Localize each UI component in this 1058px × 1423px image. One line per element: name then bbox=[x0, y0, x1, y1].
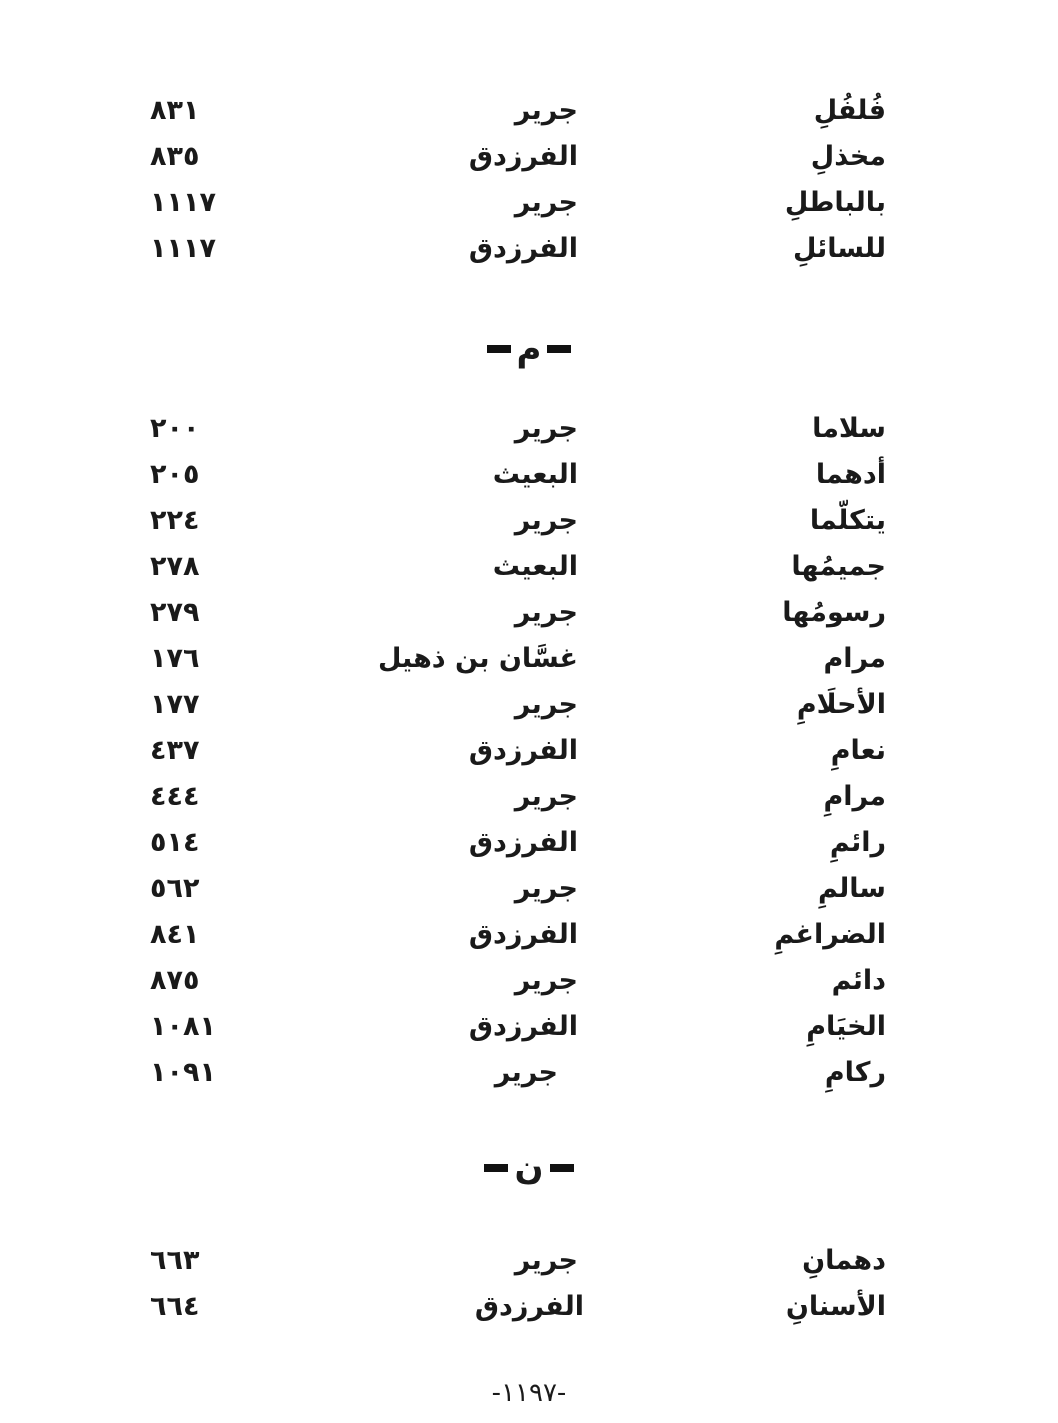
page-reference: ٢٧٨ bbox=[150, 551, 200, 582]
index-row bbox=[0, 88, 1058, 134]
rhyme-word: مرام bbox=[823, 643, 886, 674]
rhyme-word: مرامِ bbox=[823, 781, 886, 812]
index-row bbox=[0, 406, 1058, 452]
poet-name: الفرزدق bbox=[468, 1011, 578, 1042]
page-reference: ٢٧٩ bbox=[150, 597, 200, 628]
index-row bbox=[0, 452, 1058, 498]
page-reference: ١٠٩١ bbox=[150, 1057, 216, 1088]
index-row bbox=[0, 958, 1058, 1004]
poet-name: جرير bbox=[514, 187, 578, 218]
index-row bbox=[0, 1284, 1058, 1330]
poet-name: الفرزدق bbox=[468, 827, 578, 858]
poet-name: جرير bbox=[514, 95, 578, 126]
index-row bbox=[0, 498, 1058, 544]
poet-name: الفرزدق bbox=[468, 919, 578, 950]
heading-letter: ن bbox=[514, 1148, 544, 1188]
poet-name: جرير bbox=[514, 505, 578, 536]
poet-name: الفرزدق bbox=[468, 735, 578, 766]
poet-name: غسَّان بن ذهيل bbox=[377, 643, 578, 674]
page-reference: ٨٣٥ bbox=[150, 141, 200, 172]
rhyme-word: دهمانِ bbox=[802, 1245, 886, 1276]
page-reference: ٥٦٢ bbox=[150, 873, 200, 904]
index-row bbox=[0, 1004, 1058, 1050]
index-row bbox=[0, 134, 1058, 180]
rhyme-word: جميمُها bbox=[791, 551, 886, 582]
poet-name: جرير bbox=[514, 781, 578, 812]
index-row bbox=[0, 866, 1058, 912]
page-reference: ٢٢٤ bbox=[150, 505, 200, 536]
poet-name: جرير bbox=[514, 689, 578, 720]
index-row bbox=[0, 682, 1058, 728]
rhyme-word: الأسنانِ bbox=[785, 1291, 886, 1322]
section-nun bbox=[0, 1238, 1058, 1330]
rhyme-word: رسومُها bbox=[782, 597, 886, 628]
rhyme-word: للسائلِ bbox=[792, 233, 886, 264]
rhyme-word: دائم bbox=[831, 965, 886, 996]
index-row bbox=[0, 912, 1058, 958]
heading-dash bbox=[550, 1164, 574, 1172]
rhyme-word: يتكلّما bbox=[809, 505, 886, 536]
page-reference: ١٠٨١ bbox=[150, 1011, 216, 1042]
heading-dash bbox=[547, 345, 571, 353]
rhyme-word: ركامِ bbox=[824, 1057, 886, 1088]
page-reference: ١٧٦ bbox=[150, 643, 200, 674]
section-mim bbox=[0, 406, 1058, 1096]
letter-heading-nun bbox=[0, 1143, 1058, 1193]
index-row bbox=[0, 226, 1058, 272]
page-reference: ٦٦٣ bbox=[150, 1245, 200, 1276]
rhyme-word: رائمِ bbox=[829, 827, 886, 858]
rhyme-word: أدهما bbox=[815, 459, 886, 490]
index-row bbox=[0, 820, 1058, 866]
heading-dash bbox=[484, 1164, 508, 1172]
rhyme-word: نعامِ bbox=[830, 735, 886, 766]
heading-letter: م bbox=[516, 329, 542, 369]
page-reference: ٢٠٠ bbox=[150, 413, 200, 444]
page-reference: ٤٣٧ bbox=[150, 735, 200, 766]
rhyme-word: سلاما bbox=[812, 413, 886, 444]
poet-name: جرير bbox=[494, 1057, 558, 1088]
heading-dash bbox=[487, 345, 511, 353]
poet-name: جرير bbox=[514, 873, 578, 904]
poet-name: جرير bbox=[514, 597, 578, 628]
page-reference: ٨٣١ bbox=[150, 95, 200, 126]
poet-name: البعيث bbox=[492, 459, 578, 490]
page-reference: ١١١٧ bbox=[150, 233, 216, 264]
page-reference: ٤٤٤ bbox=[150, 781, 200, 812]
poet-name: الفرزدق bbox=[474, 1291, 584, 1322]
rhyme-word: الضراغمِ bbox=[774, 919, 886, 950]
poet-name: جرير bbox=[514, 965, 578, 996]
index-row bbox=[0, 1050, 1058, 1096]
rhyme-word: مخذلِ bbox=[810, 141, 886, 172]
index-row bbox=[0, 728, 1058, 774]
page-number: -١١٩٧- bbox=[491, 1378, 567, 1408]
index-row bbox=[0, 1238, 1058, 1284]
rhyme-word: بالباطلِ bbox=[784, 187, 886, 218]
poet-name: الفرزدق bbox=[468, 233, 578, 264]
index-row bbox=[0, 636, 1058, 682]
poet-name: الفرزدق bbox=[468, 141, 578, 172]
index-row bbox=[0, 774, 1058, 820]
poet-name: جرير bbox=[514, 413, 578, 444]
section-lam bbox=[0, 88, 1058, 272]
page-reference: ٨٧٥ bbox=[150, 965, 200, 996]
page-reference: ١٧٧ bbox=[150, 689, 200, 720]
page-reference: ٢٠٥ bbox=[150, 459, 200, 490]
rhyme-word: سالمِ bbox=[817, 873, 886, 904]
page-reference: ٦٦٤ bbox=[150, 1291, 200, 1322]
poet-name: البعيث bbox=[492, 551, 578, 582]
rhyme-word: الخيَامِ bbox=[806, 1011, 886, 1042]
poet-name: جرير bbox=[514, 1245, 578, 1276]
rhyme-word: الأحلَامِ bbox=[796, 689, 886, 720]
letter-heading-mim bbox=[0, 324, 1058, 374]
page-reference: ٨٤١ bbox=[150, 919, 200, 950]
index-row bbox=[0, 590, 1058, 636]
rhyme-word: فُلفُلِ bbox=[813, 95, 886, 126]
index-row bbox=[0, 544, 1058, 590]
index-row bbox=[0, 180, 1058, 226]
page-reference: ٥١٤ bbox=[150, 827, 200, 858]
page-reference: ١١١٧ bbox=[150, 187, 216, 218]
